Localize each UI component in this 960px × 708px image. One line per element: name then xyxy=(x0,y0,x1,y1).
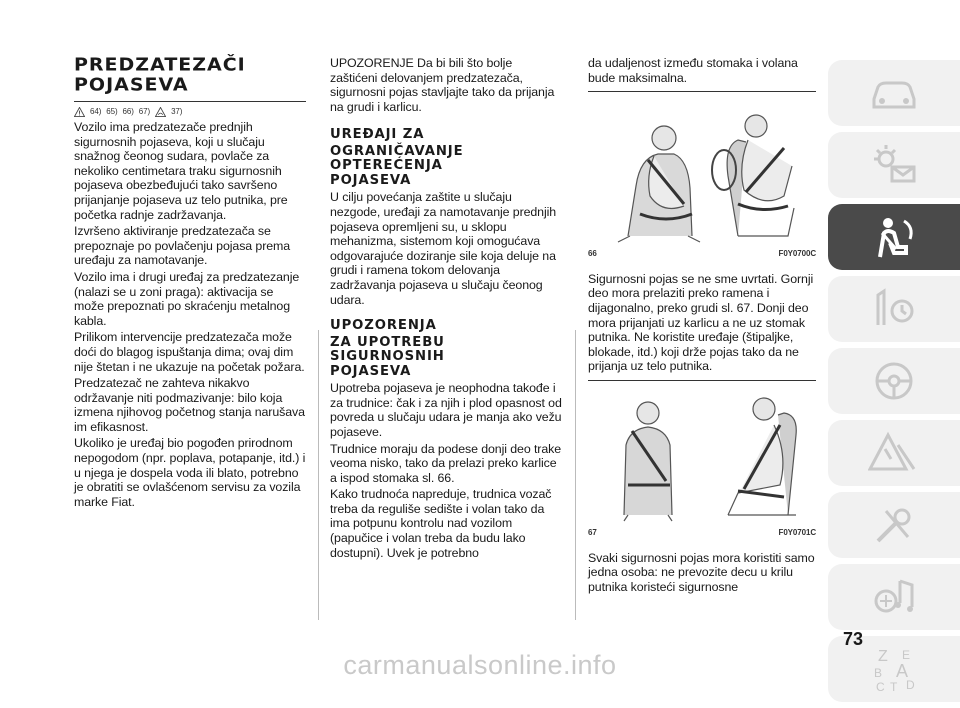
title-rule xyxy=(74,101,306,102)
chapter-tab-lights-messages[interactable] xyxy=(828,132,960,198)
chapter-tab-emergency[interactable] xyxy=(828,420,960,486)
warning-paragraph: UPOZORENJE Da bi bili što bolje zaštićeni delovanjem predzatezača, sigurnosni pojas stavljajte tako da prijanja na grudi i karlicu. xyxy=(330,56,555,114)
index-letter: T xyxy=(890,680,898,693)
lights-message-icon xyxy=(868,141,920,189)
chapter-sidebar xyxy=(828,60,960,708)
column-divider xyxy=(575,330,576,620)
figure-67-caption xyxy=(588,526,816,541)
paragraph: Vozilo ima predzatezače prednjih sigurnosnih pojaseva, koji u slučaju snažnog čeonog sudara, povlače za nekoliko centimetara traku sigurnosnih pojaseva obezbeđujući tako savršeno prijanjanje pojaseva uz telo putnika, pre početka radnje zadržavanja. xyxy=(74,120,288,222)
chapter-tab-driving[interactable] xyxy=(828,348,960,414)
warning-triangle-icon xyxy=(74,107,85,117)
paragraph: Svaki sigurnosni pojas mora koristiti samo jedna osoba: ne prevozite decu u krilu putnika koristeći sigurnosne xyxy=(588,550,815,594)
paragraph: Kako trudnoća napreduje, trudnica vozač treba da reguliše sedište i volan tako da ima potpunu kontrolu nad vozilom (papučice i volan treba da budu lako dostupni). Uvek je potrebno xyxy=(330,487,552,560)
index-letter: D xyxy=(906,678,915,692)
figure-66-caption xyxy=(588,247,816,262)
figure-code: F0Y0700C xyxy=(778,249,816,259)
paragraph: da udaljenost između stomaka i volana bude maksimalna. xyxy=(588,56,798,85)
paragraph: Prilikom intervencije predzatezača može doći do blagog ispuštanja dima; ovaj dim nije štetan i ne ukazuje na početak požara. xyxy=(74,330,305,374)
steering-wheel-icon xyxy=(868,357,920,405)
column-2 xyxy=(330,56,562,562)
chapter-tab-multimedia[interactable] xyxy=(828,564,960,630)
chapter-tab-starting[interactable] xyxy=(828,276,960,342)
figure-66-pregnant-woman-seatbelt xyxy=(588,96,816,244)
figure-code: F0Y0701C xyxy=(778,527,816,537)
paragraph: Vozilo ima i drugi uređaj za predzatezanje (nalazi se u zoni praga): aktivacija se može prepoznati po skraćenju metalnog kabla. xyxy=(74,269,300,328)
key-start-icon xyxy=(868,285,920,333)
multimedia-icon xyxy=(868,573,920,621)
paragraph: Predzatezač ne zahteva nikakvo održavanje niti podmazivanje: bilo koja izmena njihovog početnog stanja narušava im efikasnost. xyxy=(74,376,305,434)
ref-64: 64) xyxy=(90,106,102,116)
paragraph: Izvršeno aktiviranje predzatezača se prepoznaje po povlačenju pojasa prema uređaju za namotavanje. xyxy=(74,224,291,268)
column-1 xyxy=(74,56,306,511)
ref-67: 67) xyxy=(138,106,151,116)
index-letter: A xyxy=(896,661,909,681)
section-title-line2: POJASEVA xyxy=(74,75,189,96)
column-3 xyxy=(588,56,816,596)
index-letter: Z xyxy=(878,648,888,665)
column-divider xyxy=(318,330,319,620)
ref-66: 66) xyxy=(122,106,134,116)
index-letter: C xyxy=(876,680,885,693)
ref-65: 65) xyxy=(106,106,118,116)
chapter-tab-dashboard[interactable] xyxy=(828,60,960,126)
warning-references xyxy=(74,106,306,118)
figure-rule xyxy=(588,380,816,381)
paragraph: Upotreba pojaseva je neophodna takođe i za trudnice: čak i za njih i plod opasnost od povreda u slučaju udara je manja ako vežu pojaseve. xyxy=(330,381,562,439)
figure-rule xyxy=(588,91,816,92)
caution-triangle-icon xyxy=(155,107,166,117)
paragraph: U cilju povećanja zaštite u slučaju nezgode, uređaji za namotavanje prednjih pojaseva opremljeni su, u sklopu mehanizma, sistemom koji omogućava odgovarajuće doziranje sile koja deluje na grudi i ramena tokom delovanja zadržavanja pojaseva u slučaju čeonog udara. xyxy=(330,190,557,307)
chapter-tab-safety[interactable] xyxy=(828,204,960,270)
paragraph: Sigurnosni pojas se ne sme uvrtati. Gornji deo mora prelaziti preko ramena i dijagonalno, preko grudi sl. 67. Donji deo mora prijanjati uz karlicu a ne uz stomak putnika. Ne koristite uređaje (štipaljke, blokade, itd.) koji drže pojas tako da ne prijanja uz telo putnika. xyxy=(588,271,814,374)
watermark: carmanualsonline.info xyxy=(343,650,617,680)
paragraph: Ukoliko je uređaj bio pogođen prirodnom nepogodom (npr. poplava, potapanje, itd.) i u njega je dospela voda ili blato, potrebno je obratiti se ovlašćenom servisu za vozila marke Fiat. xyxy=(74,436,306,509)
service-tools-icon xyxy=(868,501,920,549)
page-number: 73 xyxy=(843,629,864,649)
heading-load-limiters: UREĐAJI ZA OGRANIČAVANJE OPTEREĆENJA POJASEVA xyxy=(330,127,464,188)
figure-number: 67 xyxy=(588,527,597,537)
chapter-tab-maintenance[interactable] xyxy=(828,492,960,558)
section-title-line1: PREDZATEZAČI xyxy=(74,55,246,76)
airbag-seatbelt-icon xyxy=(868,213,920,261)
figure-number: 66 xyxy=(588,249,597,259)
emergency-triangle-icon xyxy=(868,429,920,477)
car-dashboard-icon xyxy=(868,69,920,117)
index-letter: E xyxy=(902,648,911,662)
ref-37: 37) xyxy=(171,106,183,116)
index-letter: B xyxy=(874,666,883,680)
heading-usage-warnings: UPOZORENJA ZA UPOTREBU SIGURNOSNIH POJASEVA xyxy=(330,318,445,379)
paragraph: Trudnice moraju da podese donji deo trake veoma nisko, tako da prelazi preko karlice a ispod stomaka sl. 66. xyxy=(330,441,562,485)
figure-67-correct-seatbelt-position xyxy=(588,385,816,523)
